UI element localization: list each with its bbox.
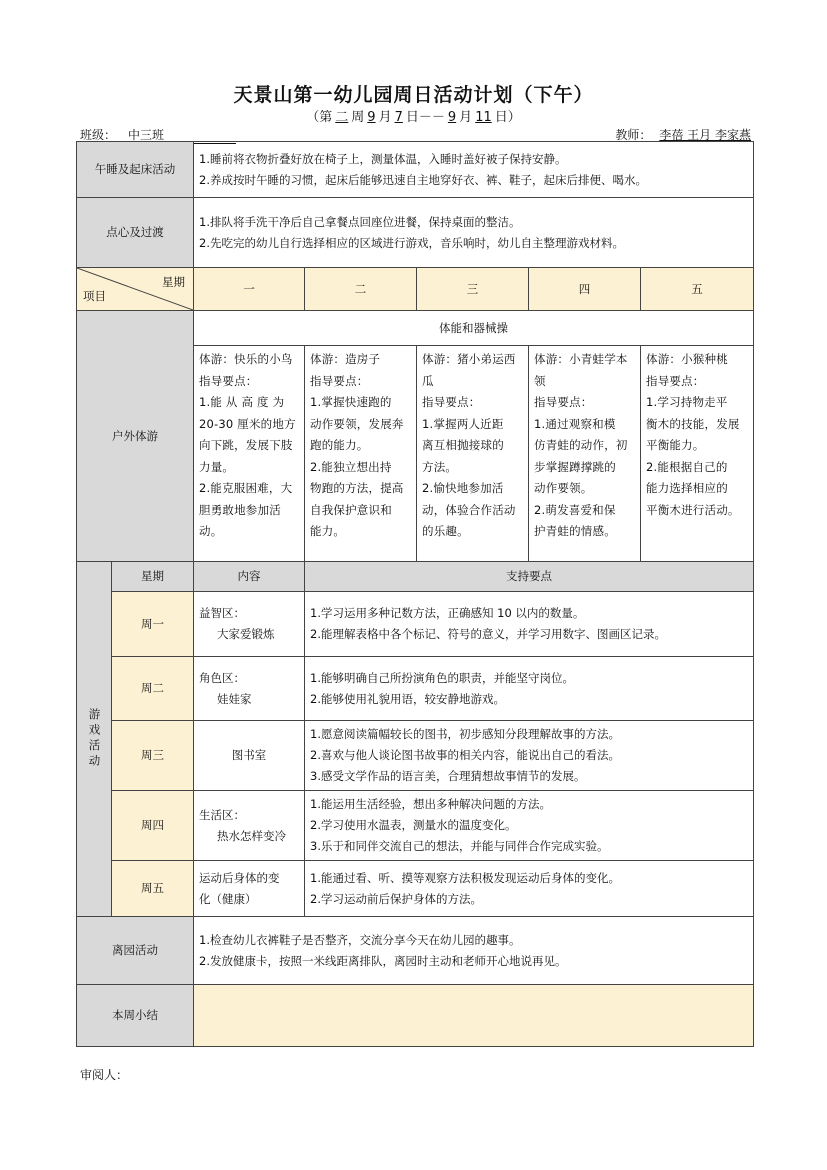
weekday-4: 四 — [529, 268, 641, 311]
week-range: （第 二 周 9 月 7 日－－ 9 月 11 日） — [306, 110, 521, 125]
summary-content — [194, 985, 754, 1047]
game-row-wed — [77, 721, 754, 791]
snack-row — [77, 198, 754, 268]
game-content: 角色区： 娃娃家 — [194, 657, 305, 721]
game-content: 图书室 — [194, 721, 305, 791]
diagonal-item-label: 项目 — [83, 289, 106, 303]
game-support: 1.学习运用多种记数方法，正确感知 10 以内的数量。 2.能理解表格中各个标记、符号的意义，并学习用数字、图画区记录。 — [305, 592, 754, 657]
summary-row — [77, 985, 754, 1047]
activity-plan-table — [76, 141, 754, 1047]
game-row-tue — [77, 657, 754, 721]
game-col-support: 支持要点 — [305, 562, 754, 592]
weekday-2: 二 — [305, 268, 417, 311]
outdoor-theme-row — [77, 311, 754, 346]
game-row-mon — [77, 592, 754, 657]
game-col-day: 星期 — [112, 562, 194, 592]
game-row-thu — [77, 791, 754, 861]
class-value: 中三班 — [116, 126, 236, 144]
game-day: 周二 — [112, 657, 194, 721]
game-content: 益智区： 大家爱锻炼 — [194, 592, 305, 657]
outdoor-theme: 体能和器械操 — [194, 311, 754, 346]
outdoor-day-3: 体游：猪小弟运西 瓜 指导要点： 1.掌握两人近距 离互相抛接球的 方法。 2.愉快地参加活 动，体验合作活动 的乐趣。 — [417, 346, 529, 562]
leave-content: 1.检查幼儿衣裤鞋子是否整齐，交流分享今天在幼儿园的趣事。 2.发放健康卡，按照一米线距离排队，离园时主动和老师开心地说再见。 — [194, 917, 754, 985]
outdoor-day-2: 体游：造房子 指导要点： 1.掌握快速跑的 动作要领，发展奔 跑的能力。 2.能独立想出持 物跑的方法，提高 自我保护意识和 能力。 — [305, 346, 417, 562]
outdoor-day-5: 体游：小猴种桃 指导要点： 1.学习持物走平 衡木的技能，发展 平衡能力。 2.能根据自己的 能力选择相应的 平衡木进行活动。 — [641, 346, 754, 562]
teacher-info: 教师： 李蓓 王月 李家燕 — [615, 128, 751, 142]
game-support: 1.能通过看、听、摸等观察方法积极发现运动后身体的变化。 2.学习运动前后保护身体的方法。 — [305, 861, 754, 917]
diagonal-header — [77, 268, 194, 311]
game-day: 周五 — [112, 861, 194, 917]
outdoor-label: 户外体游 — [77, 311, 194, 562]
nap-content: 1.睡前将衣物折叠好放在椅子上，测量体温，入睡时盖好被子保持安静。 2.养成按时午睡的习惯，起床后能够迅速自主地穿好衣、裤、鞋子，起床后排便、喝水。 — [194, 142, 754, 198]
game-row-fri — [77, 861, 754, 917]
snack-content: 1.排队将手洗干净后自己拿餐点回座位进餐，保持桌面的整洁。 2.先吃完的幼儿自行选择相应的区域进行游戏，音乐响时，幼儿自主整理游戏材料。 — [194, 198, 754, 268]
weekday-header-row — [77, 268, 754, 311]
reviewer-label: 审阅人： — [80, 1068, 129, 1082]
teacher-value: 李蓓 王月 李家燕 — [659, 128, 751, 142]
summary-label: 本周小结 — [77, 985, 194, 1047]
weekday-3: 三 — [417, 268, 529, 311]
outdoor-day-1: 体游：快乐的小鸟 指导要点： 1.能 从 高 度 为 20-30 厘米的地方 向下跳，发展下肢 力量。 2.能克服困难，大 胆勇敢地参加活 动。 — [194, 346, 305, 562]
game-day: 周四 — [112, 791, 194, 861]
game-header-row — [77, 562, 754, 592]
game-day: 周一 — [112, 592, 194, 657]
weekday-1: 一 — [194, 268, 305, 311]
game-content: 运动后身体的变 化（健康） — [194, 861, 305, 917]
diagonal-day-label: 星期 — [162, 275, 185, 289]
game-support: 1.愿意阅读篇幅较长的图书，初步感知分段理解故事的方法。 2.喜欢与他人谈论图书故事的相关内容，能说出自己的看法。 3.感受文学作品的语言美，合理猜想故事情节的发展。 — [305, 721, 754, 791]
game-content: 生活区： 热水怎样变冷 — [194, 791, 305, 861]
snack-label: 点心及过渡 — [77, 198, 194, 268]
game-col-content: 内容 — [194, 562, 305, 592]
game-support: 1.能够明确自己所扮演角色的职责，并能坚守岗位。 2.能够使用礼貌用语，较安静地游戏。 — [305, 657, 754, 721]
class-info: 班级： 中三班 — [80, 126, 236, 144]
leave-row — [77, 917, 754, 985]
nap-row — [77, 142, 754, 198]
weekday-5: 五 — [641, 268, 754, 311]
page-title: 天景山第一幼儿园周日活动计划（下午） — [233, 84, 594, 106]
game-support: 1.能运用生活经验，想出多种解决问题的方法。 2.学习使用水温表，测量水的温度变化。 3.乐于和同伴交流自己的想法，并能与同伴合作完成实验。 — [305, 791, 754, 861]
outdoor-day-4: 体游：小青蛙学本 领 指导要点： 1.通过观察和模 仿青蛙的动作，初 步掌握蹲撑跳的 动作要领。 2.萌发喜爱和保 护青蛙的情感。 — [529, 346, 641, 562]
game-day: 周三 — [112, 721, 194, 791]
game-label: 游戏活动 — [77, 562, 112, 917]
leave-label: 离园活动 — [77, 917, 194, 985]
nap-label: 午睡及起床活动 — [77, 142, 194, 198]
